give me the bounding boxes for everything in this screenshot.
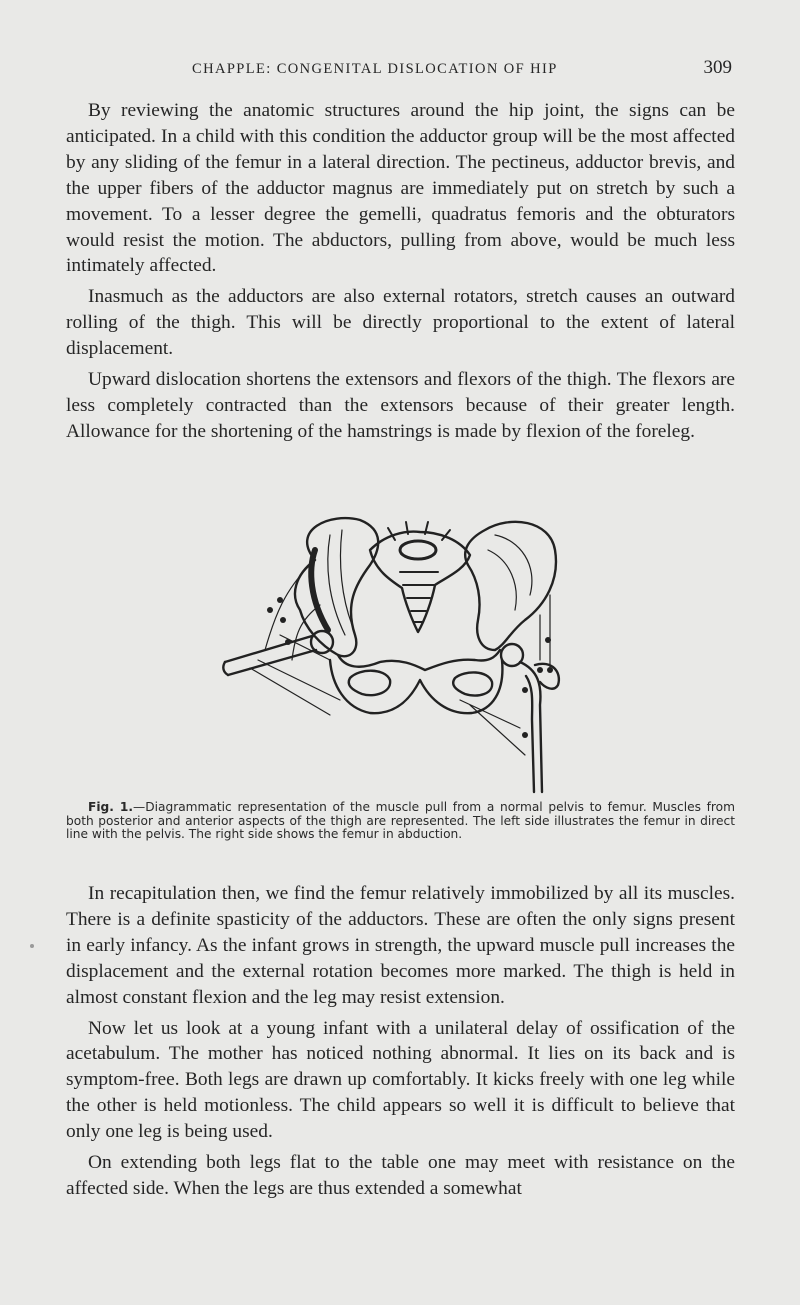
paragraph: Upward dislocation shortens the extensors and flexors of the thigh. The flexors are less completely contracted than the extensors because of their greater length. Allowance for the shortening of the hamstrings is made by flexion of the foreleg.: [66, 369, 735, 442]
paragraph: On extending both legs flat to the table one may meet with resistance on the affected side. When the legs are thus extended a somewhat: [66, 1152, 735, 1199]
left-femur: [225, 636, 316, 675]
sacrum: [370, 532, 470, 632]
right-obturator: [453, 672, 492, 695]
paragraph: By reviewing the anatomic structures around the hip joint, the signs can be anticipated. In a child with this condition the adductor group will be the most affected by any sliding of the femur in a lateral direction. The pectineus, adductor brevis, and the upper fibers of the adductor magnus are immediately put on stretch by such a movement. To a lesser degree the gemelli, quadratus femoris and the obturators would resist the motion. The abductors, pulling from above, would be much less intimately affected.: [66, 100, 735, 277]
running-title: CHAPPLE: CONGENITAL DISLOCATION OF HIP: [192, 61, 558, 77]
paragraph: Now let us look at a young infant with a unilateral delay of ossification of the acetabulum. The mother has noticed nothing abnormal. It lies on its back and is symptom-free. Both legs are drawn up comfortably. It kicks freely with one leg while the other is held motionless. The child appears so well it is difficult to believe that only one leg is being used.: [66, 1017, 735, 1143]
body-text-lower: [66, 881, 735, 1207]
paragraph: In recapitulation then, we find the femur relatively immobilized by all its muscles. There is a definite spasticity of the adductors. These are often the only signs present in early infancy. As the infant grows in strength, the upward muscle pull increases the displacement and the external rotation becomes more marked. The thigh is held in almost constant flexion and the leg may resist extension.: [66, 883, 735, 1008]
figure-caption-text: —Diagrammatic representation of the muscle pull from a normal pelvis to femur. Muscles from both posterior and anterior aspects of the thigh are represented. The left side illustrates the femur in direct line with the pelvis. The right side shows the femur in abduction.: [66, 800, 735, 842]
paragraph: Inasmuch as the adductors are also external rotators, stretch causes an outward rolling of the thigh. This will be directly proportional to the extent of lateral displacement.: [66, 286, 735, 360]
right-femur: [520, 662, 542, 792]
figure-caption: [66, 801, 735, 842]
pelvic-brim: [338, 650, 500, 670]
page-number: 309: [703, 57, 732, 78]
left-ilium: [295, 518, 378, 656]
figure-label: Fig. 1.: [88, 800, 134, 814]
left-obturator: [349, 671, 390, 696]
left-ilium-shading: [311, 550, 328, 630]
running-head: [66, 57, 734, 81]
body-text-upper: [66, 98, 735, 450]
paper-speck: [30, 944, 34, 948]
pelvis-diagram: [220, 510, 570, 795]
